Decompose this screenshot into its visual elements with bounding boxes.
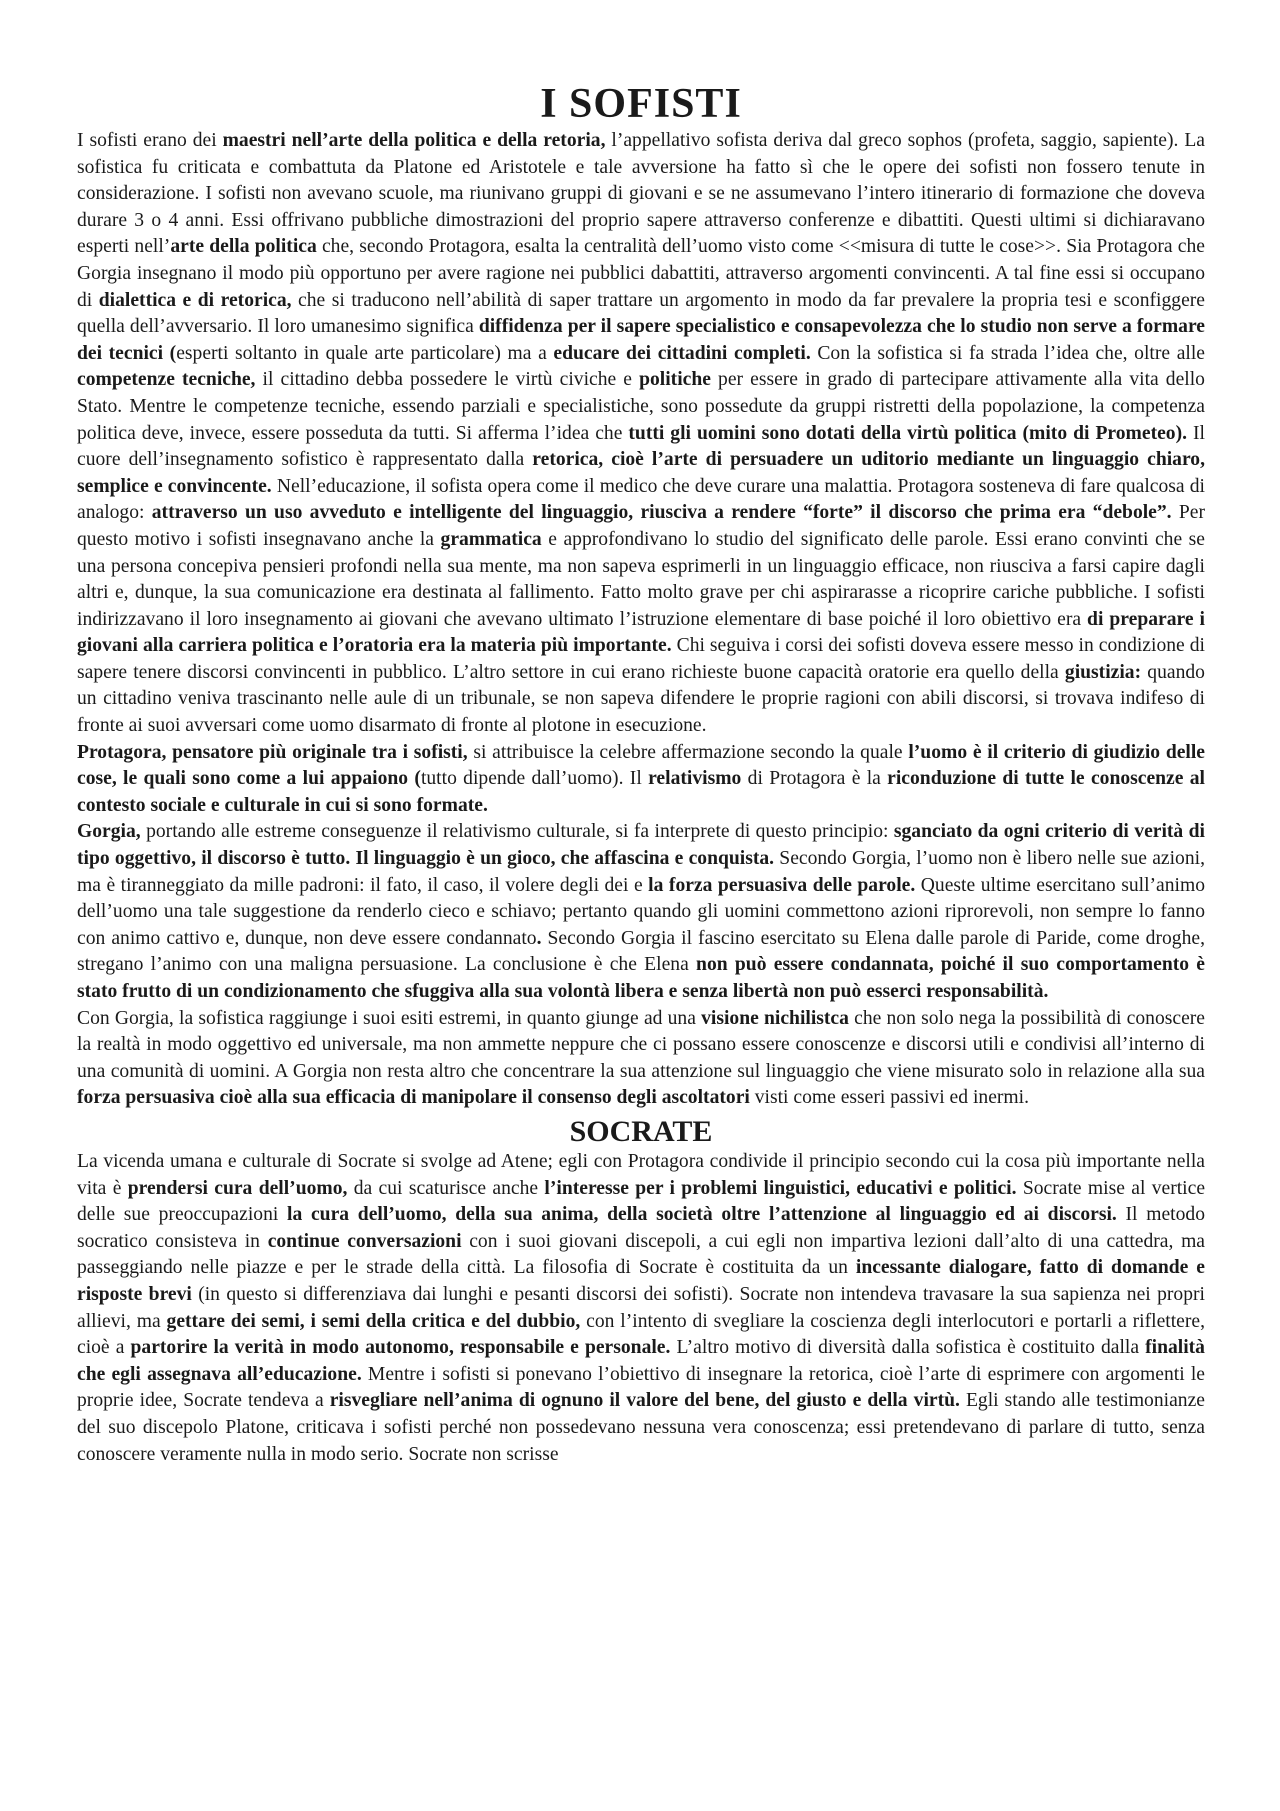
bold-text-run: riconduzione di tutte le conoscenze al contesto sociale e culturale in cui si sono formate.: [77, 768, 1205, 816]
socrate-paragraph-1: [77, 1149, 1205, 1468]
text-run: La vicenda umana e culturale di Socrate si svolge ad Atene; egli con Protagora condivide il principio secondo cui la cosa più importante nella vita è: [77, 1150, 1205, 1199]
text-run: Egli stando alle testimonianze del suo discepolo Platone, criticava i sofisti perché non possedevano nessuna vera conoscenza; essi pretendevano di parlare di tutto, senza conoscere veramente nulla in modo serio. Socrate non scrisse: [77, 1390, 1205, 1465]
bold-text-run: educare dei cittadini completi.: [553, 342, 811, 364]
bold-text-run: attraverso un uso avveduto e intelligente del linguaggio, riusciva a rendere “forte” il discorso che prima era “debole”.: [151, 502, 1172, 524]
bold-text-run: competenze tecniche,: [77, 369, 256, 391]
text-run: per essere in grado di partecipare attivamente alla vita dello Stato. Mentre le competenze tecniche, essendo parziali e specialistiche, sono possedute da gruppi ristretti della popolazione, la competenza politica deve, invece, essere posseduta da tutti. Si afferma l’idea che: [77, 369, 1205, 444]
text-run: esperti soltanto in quale arte particolare) ma a: [176, 342, 554, 364]
text-run: Con Gorgia, la sofistica raggiunge i suoi esiti estremi, in quanto giunge ad una: [77, 1007, 702, 1029]
text-run: Queste ultime esercitano sull’animo dell’uomo una tale suggestione da renderlo cieco e schiavo; pertanto quando gli uomini commettono azioni riprorevoli, non sempre lo fanno con animo cattivo e, dunque, non deve essere condannato: [77, 874, 1206, 949]
sofisti-paragraph-2: [77, 740, 1205, 820]
bold-text-run: visione nichilistca: [701, 1007, 849, 1029]
section-sofisti: [77, 128, 1205, 1112]
text-run: Mentre i sofisti si ponevano l’obiettivo di insegnare la retorica, cioè l’arte di esprimere con argomenti le proprie idee, Socrate tendeva a: [77, 1363, 1205, 1412]
text-run: quando un cittadino veniva trascinanto nelle aule di un tribunale, se non sapeva difendere le proprie ragioni con abili discorsi, si trovava indifeso di fronte ai suoi avversari come uomo disarmato di fronte al plotone in esecuzione.: [77, 661, 1205, 737]
bold-text-run: tutti gli uomini sono dotati della virtù politica (mito di Prometeo).: [628, 422, 1188, 444]
bold-text-run: grammatica: [440, 528, 542, 550]
bold-text-run: dialettica e di retorica,: [98, 289, 292, 311]
text-run: che non solo nega la possibilità di conoscere la realtà in modo oggettivo ed universale, ma non ammette neppure che ci possano essere conoscenze e discorsi utili e condivisi all’interno di una comunità di uomini. A Gorgia non resta altro che concentrare la sua attenzione sul linguaggio che viene misurato solo in relazione alla sua: [77, 1007, 1205, 1082]
text-run: I sofisti erano dei: [77, 130, 223, 151]
bold-text-run: arte della politica: [170, 236, 317, 258]
text-run: l’appellativo sofista deriva dal greco sophos (profeta, saggio, sapiente). La sofistica fu criticata e combattuta da Platone ed Aristotele e tale avversione ha fatto sì che le opere dei sofisti non fossero tenute in considerazione. I sofisti non avevano scuole, ma riunivano gruppi di giovani e se ne assumevano l’intero itinerario di formazione che doveva durare 3 o 4 anni. Essi offrivano pubbliche dimostrazioni del proprio sapere attraverso conferenze e dibattiti. Questi ultimi si dichiaravano esperti nell’: [77, 130, 1205, 258]
text-run: il cittadino debba possedere le virtù civiche e: [255, 369, 640, 391]
bold-text-run: partorire la verità in modo autonomo, responsabile e personale.: [130, 1337, 671, 1359]
bold-text-run: retorica, cioè l’arte di persuadere un uditorio mediante un linguaggio chiaro, semplice e convincente.: [77, 449, 1205, 497]
bold-text-run: di preparare i giovani alla carriera politica e l’oratoria era la materia più importante.: [77, 608, 1205, 657]
bold-text-run: forza persuasiva cioè alla sua efficacia di manipolare il consenso degli ascoltatori: [77, 1087, 750, 1109]
bold-text-run: non può essere condannata, poiché il suo comportamento è stato frutto di un condizionamento che sfuggiva alla sua volontà libera e senza libertà non può esserci responsabilità.: [77, 954, 1205, 1002]
text-run: che si traducono nell’abilità di saper trattare un argomento in modo da far prevalere la propria tesi e sconfiggere quella dell’avversario. Il loro umanesimo significa: [77, 289, 1205, 338]
bold-text-run: incessante dialogare, fatto di domande e risposte brevi: [77, 1257, 1206, 1305]
bold-text-run: diffidenza per il sapere specialistico e consapevolezza che lo studio non serve a formare dei tecnici (: [77, 316, 1205, 364]
text-run: Secondo Gorgia, l’uomo non è libero nelle sue azioni, ma è tiranneggiato da mille padroni: il fato, il caso, il volere degli dei e: [77, 848, 1205, 896]
section-socrate: [77, 1149, 1205, 1468]
text-run: tutto dipende dall’uomo). Il: [420, 768, 649, 790]
text-run: Socrate mise al vertice delle sue preoccupazioni: [77, 1177, 1206, 1226]
text-run: Secondo Gorgia il fascino esercitato su Elena dalle parole di Paride, come droghe, stregano l’animo con una maligna persuasione. La conclusione è che Elena: [77, 927, 1205, 976]
bold-text-run: l’interesse per i problemi linguistici, educativi e politici.: [544, 1177, 1017, 1199]
sofisti-paragraph-1: [77, 128, 1205, 740]
text-run: con i suoi giovani discepoli, a cui egli non impartiva lezioni dall’alto di una cattedra, ma passeggiando nelle piazze e per le strade della città. La filosofia di Socrate è costituita da un: [77, 1230, 1206, 1279]
text-run: di Protagora è la: [741, 768, 888, 790]
bold-text-run: politiche: [639, 369, 711, 391]
bold-text-run: giustizia:: [1064, 661, 1142, 683]
page-title: I SOFISTI: [540, 81, 742, 127]
bold-text-run: finalità che egli assegnava all’educazione.: [77, 1337, 1205, 1385]
sofisti-paragraph-4: [77, 1006, 1205, 1112]
text-run: visti come esseri passivi ed inermi.: [749, 1087, 1029, 1109]
text-run: L’altro motivo di diversità dalla sofistica è costituito dalla: [670, 1337, 1146, 1359]
text-run: che, secondo Protagora, esalta la centralità dell’uomo visto come <<misura di tutte le cose>>. Sia Protagora che Gorgia insegnano il modo più opportuno per avere ragione nei pubblici dabattiti, attraverso argomenti convincenti. A tal fine essi si occupano di: [77, 236, 1205, 311]
bold-text-run: maestri nell’arte della politica e della retoria,: [222, 130, 606, 151]
bold-text-run: continue conversazioni: [267, 1230, 462, 1252]
text-run: Il cuore dell’insegnamento sofistico è rappresentato dalla: [77, 422, 1205, 471]
sofisti-paragraph-3: [77, 819, 1205, 1005]
bold-text-run: risvegliare nell’anima di ognuno il valore del bene, del giusto e della virtù.: [329, 1390, 960, 1412]
text-run: e approfondivano lo studio del significato delle parole. Essi erano convinti che se una persona concepiva pensieri profondi nella sua mente, ma non sapeva esprimerli in un linguaggio efficace, non riusciva a farsi capire dagli altri e, dunque, la sua comunicazione era destinata al fallimento. Fatto molto grave per chi aspirarasse a ricoprire cariche pubbliche. I sofisti indirizzavano il loro insegnamento ai giovani che avevano ultimato l’istruzione elementare di base poiché il loro obiettivo era: [77, 528, 1206, 630]
text-run: si attribuisce la celebre affermazione secondo la quale: [467, 741, 909, 763]
bold-text-run: sganciato da ogni criterio di verità di tipo oggettivo, il discorso è tutto. Il linguaggio è un gioco, che affascina e conquista.: [77, 821, 1205, 870]
bold-text-run: gettare dei semi, i semi della critica e del dubbio,: [166, 1310, 581, 1332]
text-run: (in questo si differenziava dai lunghi e pesanti discorsi dei sofisti). Socrate non intendeva travasare la sua sapienza nei propri allievi, ma: [77, 1283, 1205, 1332]
bold-text-run: l’uomo è il criterio di giudizio delle cose, le quali sono come a lui appaiono (: [77, 741, 1206, 790]
bold-text-run: Protagora, pensatore più originale tra i sofisti,: [77, 741, 468, 763]
text-run: con l’intento di svegliare la coscienza degli interlocutori e portarli a riflettere, cioè a: [77, 1310, 1205, 1359]
bold-text-run: la forza persuasiva delle parole.: [648, 874, 916, 896]
text-run: Il metodo socratico consisteva in: [77, 1204, 1205, 1252]
section-title-socrate: SOCRATE: [569, 1114, 713, 1148]
text-run: Per questo motivo i sofisti insegnavano anche la: [77, 502, 1205, 550]
text-run: Chi seguiva i corsi dei sofisti doveva essere messo in condizione di sapere tenere discorsi convincenti in pubblico. L’altro settore in cui erano richieste buone capacità oratorie era quello della: [77, 635, 1205, 683]
bold-text-run: prendersi cura dell’uomo,: [127, 1177, 348, 1199]
bold-text-run: .: [536, 927, 542, 949]
bold-text-run: relativismo: [648, 768, 742, 790]
bold-text-run: Gorgia,: [77, 821, 141, 843]
text-run: portando alle estreme conseguenze il relativismo culturale, si fa interprete di questo principio:: [140, 821, 894, 843]
bold-text-run: la cura dell’uomo, della sua anima, della società oltre l’attenzione al linguaggio ed ai discorsi.: [287, 1204, 1117, 1226]
text-run: da cui scaturisce anche: [347, 1177, 545, 1199]
text-run: Con la sofistica si fa strada l’idea che, oltre alle: [810, 342, 1205, 364]
text-run: Nell’educazione, il sofista opera come il medico che deve curare una malattia. Protagora sosteneva di fare qualcosa di analogo:: [77, 475, 1205, 524]
